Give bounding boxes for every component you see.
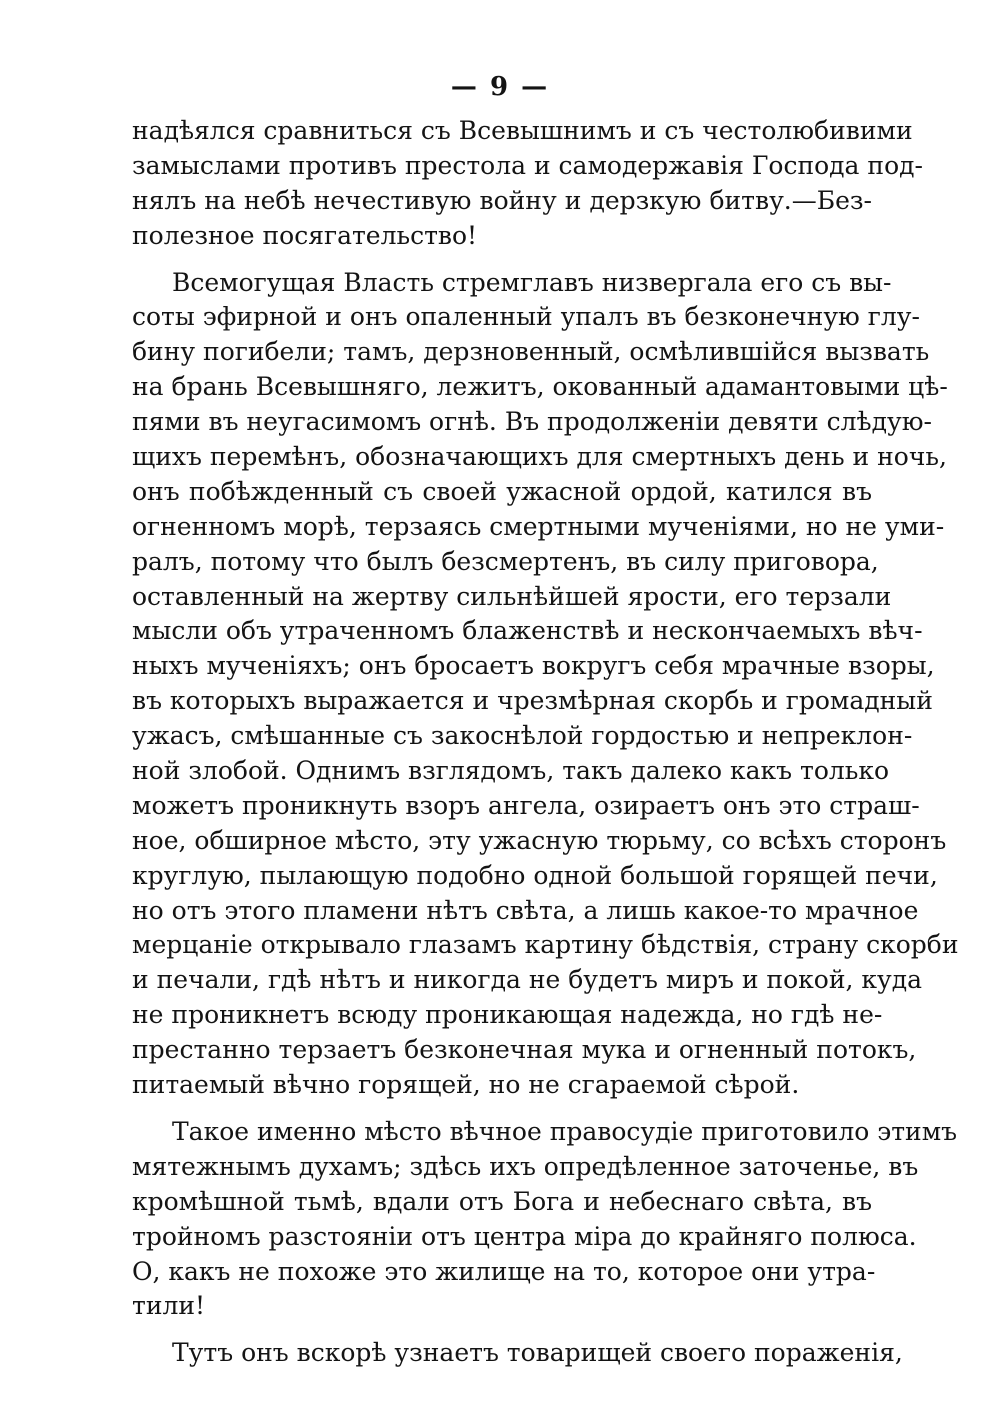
text-line: соты эфирной и онъ опаленный упалъ въ безконечную глу-	[132, 302, 920, 332]
text-line: нялъ на небѣ нечестивую войну и дерзкую битву.—Без-	[132, 185, 872, 215]
text-line: но отъ этого пламени нѣтъ свѣта, а лишь какое-то мрачное	[132, 895, 919, 925]
page-text	[132, 114, 959, 1371]
text-line: можетъ проникнуть взоръ ангела, озираетъ онъ это страш-	[132, 790, 920, 820]
text-line: на брань Всевышняго, лежитъ, окованный адамантовыми цѣ-	[132, 372, 948, 402]
text-line: круглую, пылающую подобно одной большой горящей печи,	[132, 860, 938, 890]
paragraph	[132, 1336, 903, 1371]
text-line: ное, обширное мѣсто, эту ужасную тюрьму, со всѣхъ сторонъ	[132, 825, 947, 855]
text-line: въ которыхъ выражается и чрезмѣрная скорбь и громадный	[132, 686, 933, 716]
text-line: Тутъ онъ вскорѣ узнаетъ товарищей своего пораженія,	[172, 1338, 903, 1368]
text-line: щихъ перемѣнъ, обозначающихъ для смертныхъ день и ночь,	[132, 442, 947, 472]
text-line: мятежнымъ духамъ; здѣсь ихъ опредѣленное заточенье, въ	[132, 1151, 919, 1181]
text-line: онъ побѣжденный съ своей ужасной ордой, катился въ	[132, 476, 872, 506]
text-line: не проникнетъ всюду проникающая надежда, но гдѣ не-	[132, 1000, 883, 1030]
text-line: питаемый вѣчно горящей, но не сгараемой сѣрой.	[132, 1070, 800, 1100]
text-line: замыслами противъ престола и самодержавія Господа под-	[132, 150, 923, 180]
text-line: Всемогущая Власть стремглавъ низвергала его съ вы-	[172, 267, 892, 297]
text-line: Такое именно мѣсто вѣчное правосудіе приготовило этимъ	[172, 1116, 958, 1146]
text-line: и печали, гдѣ нѣтъ и никогда не будетъ миръ и покой, куда	[132, 965, 923, 995]
paragraph	[132, 266, 959, 1103]
page-number: — 9 —	[450, 72, 550, 102]
text-line: бину погибели; тамъ, дерзновенный, осмѣлившійся вызвать	[132, 337, 930, 367]
text-line: ной злобой. Однимъ взглядомъ, такъ далеко какъ только	[132, 756, 890, 786]
text-line: оставленный на жертву сильнѣйшей ярости, его терзали	[132, 581, 892, 611]
text-line: ужасъ, смѣшанные съ закоснѣлой гордостью и непреклон-	[132, 721, 913, 751]
text-line: пями въ неугасимомъ огнѣ. Въ продолженіи девяти слѣдую-	[132, 407, 932, 437]
text-line: ралъ, потому что былъ безсмертенъ, въ силу приговора,	[132, 546, 879, 576]
paragraph	[132, 114, 923, 254]
text-line: О, какъ не похоже это жилище на то, которое они утра-	[132, 1256, 876, 1286]
text-line: тройномъ разстояніи отъ центра міра до крайняго полюса.	[132, 1221, 917, 1251]
text-line: мысли объ утраченномъ блаженствѣ и нескончаемыхъ вѣч-	[132, 616, 923, 646]
text-line: надѣялся сравниться съ Всевышнимъ и съ честолюбивими	[132, 116, 913, 145]
text-line: полезное посягательство!	[132, 220, 478, 250]
text-line: престанно терзаетъ безконечная мука и огненный потокъ,	[132, 1035, 917, 1065]
text-line: кромѣшной тьмѣ, вдали отъ Бога и небеснаго свѣта, въ	[132, 1186, 872, 1216]
text-line: мерцаніе открывало глазамъ картину бѣдствія, страну скорби	[132, 930, 959, 960]
text-line: огненномъ морѣ, терзаясь смертными мученіями, но не уми-	[132, 511, 945, 541]
text-line: ныхъ мученіяхъ; онъ бросаетъ вокругъ себя мрачные взоры,	[132, 651, 935, 681]
paragraph	[132, 1115, 958, 1324]
text-line: тили!	[132, 1291, 206, 1321]
